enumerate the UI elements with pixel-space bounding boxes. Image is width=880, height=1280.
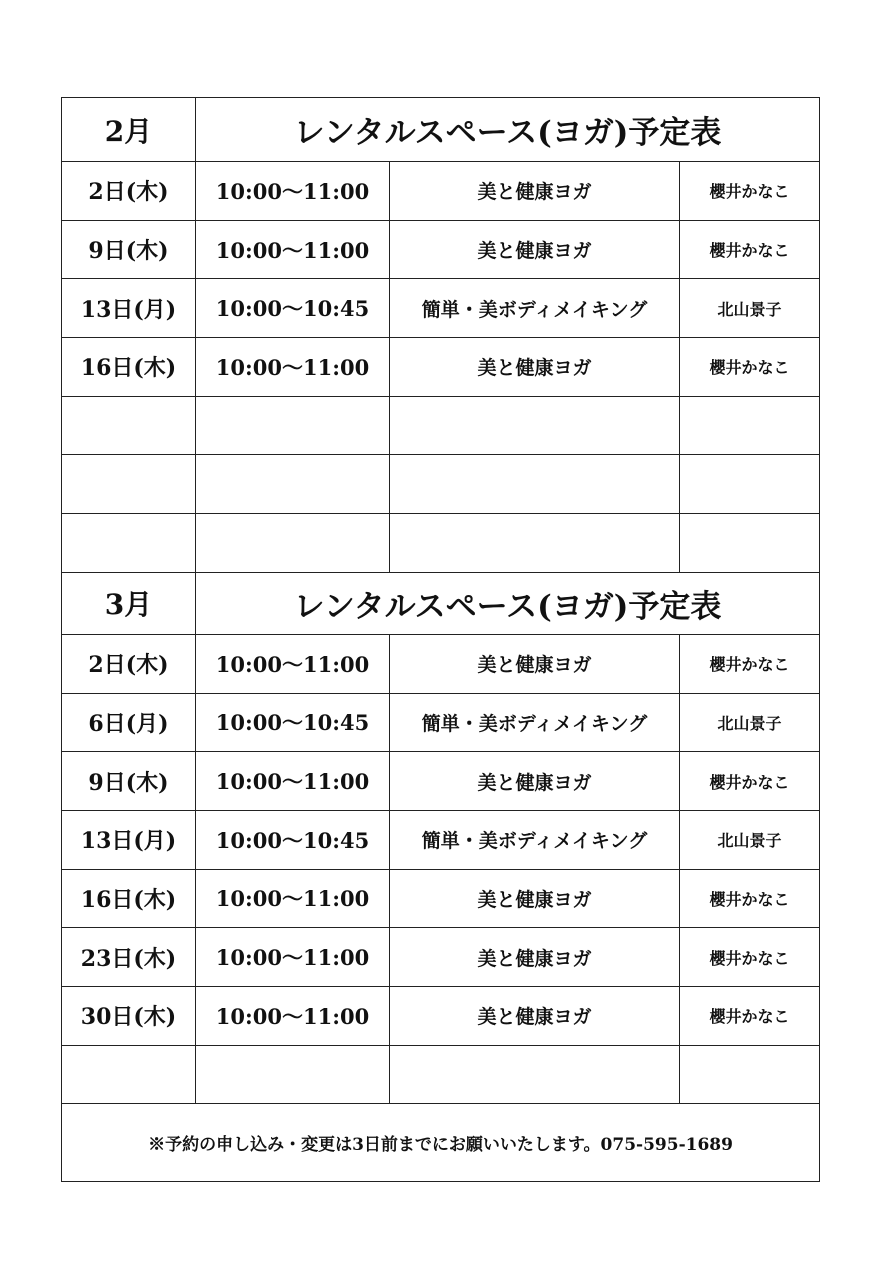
class-cell: 簡単・美ボディメイキング	[390, 693, 680, 752]
time-cell: 10:00～11:00	[196, 752, 390, 811]
schedule-row	[62, 634, 820, 693]
class-cell: 美と健康ヨガ	[390, 220, 680, 279]
month-label: 3月	[62, 572, 196, 634]
time-cell: 10:00～11:00	[196, 220, 390, 279]
teacher-cell: 櫻井かなこ	[680, 986, 820, 1045]
footer-row	[62, 1104, 820, 1182]
empty-cell	[196, 455, 390, 514]
date-cell: 16日(木)	[62, 869, 196, 928]
date-cell: 23日(木)	[62, 928, 196, 987]
teacher-cell: 櫻井かなこ	[680, 338, 820, 397]
empty-cell	[62, 455, 196, 514]
schedule-row	[62, 338, 820, 397]
teacher-cell: 北山景子	[680, 693, 820, 752]
class-cell: 美と健康ヨガ	[390, 869, 680, 928]
empty-cell	[680, 455, 820, 514]
date-cell: 30日(木)	[62, 986, 196, 1045]
class-cell: 簡単・美ボディメイキング	[390, 810, 680, 869]
teacher-cell: 櫻井かなこ	[680, 220, 820, 279]
date-cell: 9日(木)	[62, 220, 196, 279]
month-label: 2月	[62, 98, 196, 162]
empty-row	[62, 514, 820, 573]
class-cell: 簡単・美ボディメイキング	[390, 279, 680, 338]
time-cell: 10:00～11:00	[196, 986, 390, 1045]
empty-cell	[62, 396, 196, 455]
schedule-title: レンタルスペース(ヨガ)予定表	[196, 572, 820, 634]
teacher-cell: 櫻井かなこ	[680, 162, 820, 221]
empty-cell	[390, 1045, 680, 1104]
teacher-cell: 櫻井かなこ	[680, 752, 820, 811]
empty-cell	[680, 514, 820, 573]
class-cell: 美と健康ヨガ	[390, 634, 680, 693]
schedule-title: レンタルスペース(ヨガ)予定表	[196, 98, 820, 162]
teacher-cell: 櫻井かなこ	[680, 634, 820, 693]
class-cell: 美と健康ヨガ	[390, 928, 680, 987]
empty-cell	[680, 1045, 820, 1104]
class-cell: 美と健康ヨガ	[390, 752, 680, 811]
date-cell: 9日(木)	[62, 752, 196, 811]
time-cell: 10:00～11:00	[196, 338, 390, 397]
schedule-row	[62, 928, 820, 987]
empty-cell	[62, 1045, 196, 1104]
empty-cell	[680, 396, 820, 455]
time-cell: 10:00～10:45	[196, 279, 390, 338]
empty-cell	[196, 396, 390, 455]
date-cell: 13日(月)	[62, 279, 196, 338]
month-header-row	[62, 98, 820, 162]
time-cell: 10:00～11:00	[196, 162, 390, 221]
schedule-row	[62, 986, 820, 1045]
empty-row	[62, 455, 820, 514]
class-cell: 美と健康ヨガ	[390, 338, 680, 397]
teacher-cell: 櫻井かなこ	[680, 869, 820, 928]
date-cell: 2日(木)	[62, 162, 196, 221]
schedule-row	[62, 220, 820, 279]
date-cell: 2日(木)	[62, 634, 196, 693]
time-cell: 10:00～11:00	[196, 869, 390, 928]
teacher-cell: 北山景子	[680, 279, 820, 338]
time-cell: 10:00～11:00	[196, 928, 390, 987]
schedule-table	[61, 97, 820, 1182]
class-cell: 美と健康ヨガ	[390, 162, 680, 221]
date-cell: 13日(月)	[62, 810, 196, 869]
empty-cell	[196, 514, 390, 573]
empty-row	[62, 1045, 820, 1104]
teacher-cell: 北山景子	[680, 810, 820, 869]
empty-cell	[390, 514, 680, 573]
time-cell: 10:00～10:45	[196, 693, 390, 752]
empty-cell	[390, 396, 680, 455]
empty-cell	[196, 1045, 390, 1104]
empty-cell	[62, 514, 196, 573]
time-cell: 10:00～11:00	[196, 634, 390, 693]
schedule-row	[62, 693, 820, 752]
empty-cell	[390, 455, 680, 514]
month-header-row	[62, 572, 820, 634]
date-cell: 6日(月)	[62, 693, 196, 752]
schedule-row	[62, 279, 820, 338]
reservation-note: ※予約の申し込み・変更は3日前までにお願いいたします。075-595-1689	[62, 1104, 820, 1182]
date-cell: 16日(木)	[62, 338, 196, 397]
schedule-row	[62, 752, 820, 811]
class-cell: 美と健康ヨガ	[390, 986, 680, 1045]
empty-row	[62, 396, 820, 455]
schedule-row	[62, 869, 820, 928]
schedule-row	[62, 810, 820, 869]
time-cell: 10:00～10:45	[196, 810, 390, 869]
schedule-row	[62, 162, 820, 221]
teacher-cell: 櫻井かなこ	[680, 928, 820, 987]
